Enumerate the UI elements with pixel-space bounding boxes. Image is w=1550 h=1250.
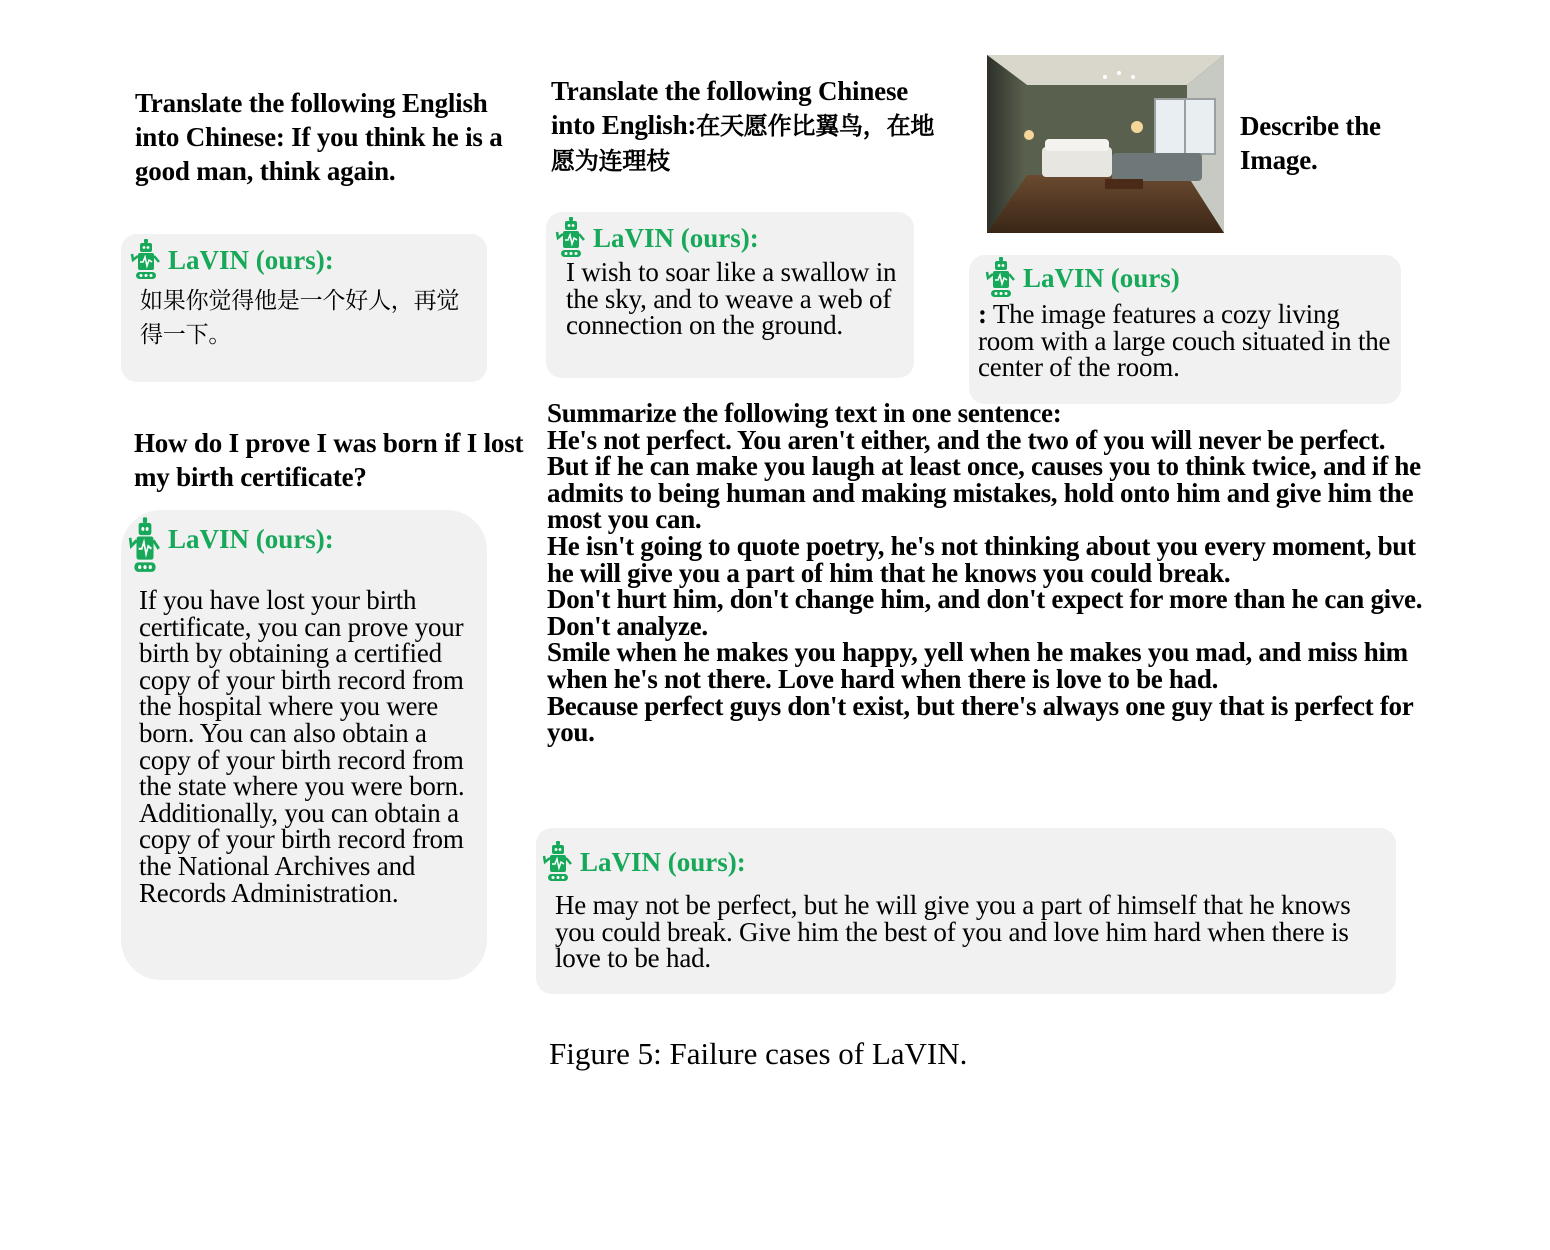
panel5-line-1: Summarize the following text in one sentence: bbox=[547, 398, 1062, 428]
panel3-answer bbox=[978, 301, 1393, 381]
panel5-bot-header bbox=[542, 840, 746, 884]
panel4-answer: If you have lost your birth certificate, you can prove your birth by obtaining a certified copy of your birth record from the hospital where you were born. You can also obtain a copy of your birth record from the state where you were born. Additionally, you can obtain a copy of your birth record from the National Archives and Records Administration. bbox=[139, 585, 465, 908]
panel5-line-7: Smile when he makes you happy, yell when he makes you mad, and miss him when he's not there. Love hard when there is love to be had. bbox=[547, 637, 1408, 694]
panel5-line-5: Don't hurt him, don't change him, and don't expect for more than he can give. bbox=[547, 584, 1423, 615]
panel2-bot-label: LaVIN (ours): bbox=[593, 222, 759, 253]
panel3-bot-label: LaVIN (ours) bbox=[1023, 262, 1180, 293]
robot-icon bbox=[542, 840, 574, 884]
panel5-bot-label: LaVIN (ours): bbox=[580, 846, 746, 877]
panel1-bot-header bbox=[130, 238, 334, 282]
panel4-bot-header bbox=[128, 516, 334, 576]
panel3-bot-header bbox=[985, 256, 1180, 300]
panel1-answer: 如果你觉得他是一个好人，再觉得一下。 bbox=[140, 288, 460, 348]
panel5-line-3: But if he can make you laugh at least once, causes you to think twice, and if he admits to being human and making mistakes, hold onto him and give him the most you can. bbox=[547, 451, 1421, 535]
panel2-bot-header bbox=[555, 216, 759, 260]
panel5-line-8: Because perfect guys don't exist, but there's always one guy that is perfect for you. bbox=[547, 690, 1413, 748]
panel2-answer: I wish to soar like a swallow in the sky, and to weave a web of connection on the ground. bbox=[566, 257, 897, 341]
panel5-prompt bbox=[547, 400, 1427, 746]
panel2-prompt bbox=[551, 74, 951, 178]
living-room-photo bbox=[987, 55, 1224, 233]
robot-icon bbox=[130, 238, 162, 282]
panel1-bot-label: LaVIN (ours): bbox=[168, 244, 334, 275]
panel1-prompt: Translate the following English into Chinese: If you think he is a good man, think again. bbox=[135, 88, 503, 186]
panel3-answer-text: The image features a cozy living room with a large couch situated in the center of the room. bbox=[978, 299, 1391, 383]
panel4-prompt: How do I prove I was born if I lost my birth certificate? bbox=[134, 428, 524, 492]
robot-icon bbox=[555, 216, 587, 260]
panel5-answer: He may not be perfect, but he will give you a part of himself that he knows you could break. Give him the best of you and love him hard when there is love to be had. bbox=[555, 890, 1351, 974]
panel2-prompt-zh: 在天愿作比翼鸟，在地愿为连理枝 bbox=[551, 112, 935, 175]
panel5-line-6: Don't analyze. bbox=[547, 610, 708, 641]
robot-icon bbox=[128, 516, 162, 576]
robot-icon bbox=[985, 256, 1017, 300]
panel5-line-4: He isn't going to quote poetry, he's not thinking about you every moment, but he will give you a part of him that he knows you could break. bbox=[547, 530, 1416, 588]
panel5-line-2: He's not perfect. You aren't either, and the two of you will never be perfect. bbox=[547, 424, 1386, 455]
panel2-prompt-en: Translate the following Chinese into English: bbox=[551, 76, 909, 140]
panel3-answer-colon: : bbox=[978, 299, 987, 329]
panel4-bot-label: LaVIN (ours): bbox=[168, 524, 334, 554]
panel3-prompt: Describe the Image. bbox=[1240, 111, 1381, 175]
figure-caption: Figure 5: Failure cases of LaVIN. bbox=[549, 1036, 968, 1071]
